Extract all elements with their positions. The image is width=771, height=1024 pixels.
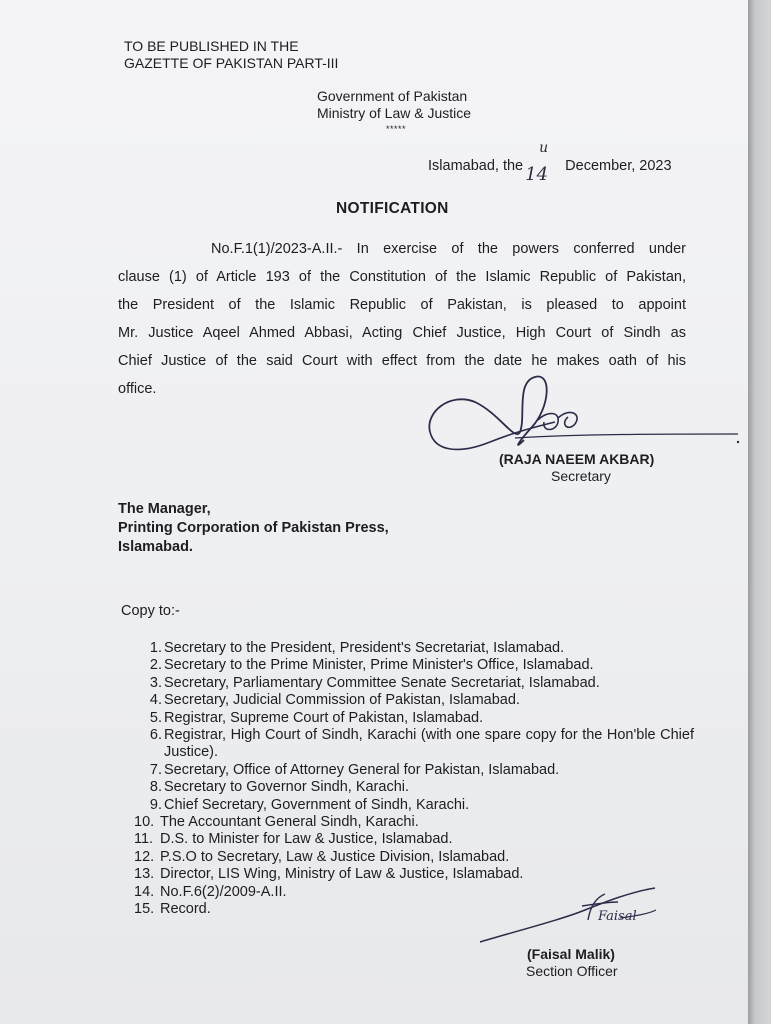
section-officer-signature-text: Faisal (598, 909, 637, 924)
notification-line-5: Chief Justice of the said Court with effect from the date he makes oath of his (118, 353, 686, 369)
list-item: 8. Secretary to Governor Sindh, Karachi. (149, 779, 410, 796)
date-day: 14 (525, 164, 549, 185)
list-item: 7. Secretary, Office of Attorney General for Pakistan, Islamabad. (149, 761, 560, 778)
section-officer-designation: Section Officer (526, 963, 618, 979)
publication-note (124, 38, 338, 72)
separator-stars: ***** (386, 124, 407, 134)
notification-line-4: Mr. Justice Aqeel Ahmed Abbasi, Acting Chief Justice, High Court of Sindh as (118, 325, 686, 341)
notification-line-6: office. (118, 381, 157, 397)
list-item: 6. Registrar, High Court of Sindh, Karachi (with one spare copy for the Hon'ble Chief Justice). (149, 727, 694, 761)
list-item: 3. Secretary, Parliamentary Committee Senate Secretariat, Islamabad. (149, 674, 600, 691)
list-item: 2. Secretary to the Prime Minister, Prime Minister's Office, Islamabad. (149, 657, 594, 674)
publication-line-1: TO BE PUBLISHED IN THE (124, 38, 299, 54)
publication-line-2: GAZETTE OF PAKISTAN PART-III (124, 55, 339, 71)
list-item: 5. Registrar, Supreme Court of Pakistan, Islamabad. (149, 709, 484, 726)
list-item: 10. The Accountant General Sindh, Karachi. (134, 814, 419, 831)
list-item: 13. Director, LIS Wing, Ministry of Law & Justice, Islamabad. (134, 866, 524, 883)
section-officer-name: (Faisal Malik) (527, 946, 615, 962)
list-item: 1. Secretary to the President, President's Secretariat, Islamabad. (149, 640, 565, 656)
government-name: Government of Pakistan (317, 88, 468, 104)
list-item: 15. Record. (134, 901, 211, 918)
list-item: 9. Chief Secretary, Government of Sindh, Karachi. (149, 796, 470, 813)
notification-line-3: the President of the Islamic Republic of Pakistan, is pleased to appoint (118, 297, 686, 313)
secretary-designation: Secretary (551, 468, 611, 484)
copy-to-list (134, 640, 694, 919)
page-edge (748, 0, 771, 1024)
issuing-authority (317, 88, 471, 122)
date-suffix: December, 2023 (565, 158, 672, 174)
addressee-block (118, 500, 389, 557)
notification-heading: NOTIFICATION (336, 200, 449, 217)
ministry-name: Ministry of Law & Justice (317, 105, 472, 121)
secretary-name: (RAJA NAEEM AKBAR) (499, 451, 655, 467)
date-initial: u (539, 140, 549, 156)
list-item: 12. P.S.O to Secretary, Law & Justice Division, Islamabad. (134, 848, 510, 865)
date-prefix: Islamabad, the (428, 158, 524, 174)
addressee-line-2: Printing Corporation of Pakistan Press, (118, 520, 389, 536)
list-item: 14. No.F.6(2)/2009-A.II. (134, 883, 287, 900)
notification-first-line: No.F.1(1)/2023-A.II.- In exercise of the powers conferred under (211, 241, 686, 257)
list-item: 4. Secretary, Judicial Commission of Pakistan, Islamabad. (149, 692, 520, 709)
section-officer-signature (470, 880, 670, 950)
issue-date (428, 140, 672, 185)
addressee-line-1: The Manager, (118, 501, 211, 517)
copy-to-label: Copy to:- (121, 603, 180, 619)
addressee-line-3: Islamabad. (118, 539, 193, 555)
list-item: 11. D.S. to Minister for Law & Justice, Islamabad. (134, 831, 453, 848)
notification-line-2: clause (1) of Article 193 of the Constitution of the Islamic Republic of Pakistan, (118, 269, 686, 285)
